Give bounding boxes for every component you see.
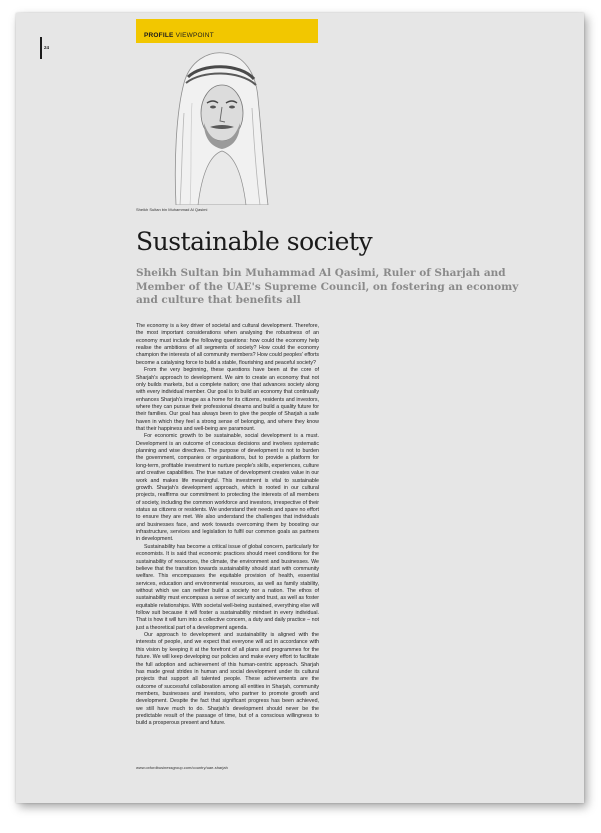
footer-url-link[interactable]: www.oxfordbusinessgroup.com/country/uae-sharjah — [136, 765, 228, 770]
portrait-drawing — [136, 43, 288, 205]
article-body — [136, 323, 516, 761]
body-paragraph: From the very beginning, these questions have been at the core of Sharjah's approach to development. We aim to create an economy that not only builds markets, but a complete nation; one that advances society along with every individual member. Our goal is to build an economy that continually enhances Sharjah's image as a home for its citizens, residents and investors, where they can pursue their professional dreams and build a quality future for their families. Our goal has always been to give the people of Sharjah a safe haven in which they feel a strong sense of belonging, and where they know that their happiness and well-being are paramount. — [136, 367, 319, 433]
article-title: Sustainable society — [136, 227, 373, 256]
section-label-secondary: VIEWPOINT — [175, 32, 214, 39]
section-label-primary: PROFILE — [144, 32, 174, 39]
body-paragraph: The economy is a key driver of societal and cultural development. Therefore, the most important considerations when analysing the robustness of an economy must include the following questions: how could the economy help realise the ambitions of all segments of society? How could the economy champion the interests of all community members? How could peoples' efforts become a catalysing force to build a stable, flourishing and peaceful society? — [136, 323, 319, 366]
portrait-illustration — [136, 43, 288, 205]
body-paragraph: For economic growth to be sustainable, social development is a must. Development is an outcome of conscious decisions and involves systematic planning and wise directives. The purpose of development is not to burden the government, companies or organisations, but to provide a platform for long-term, profitable investment to nurture people's skills, experiences, culture and creative capabilities. The true nature of development creates value in our work and makes life meaningful. This investment is vital to sustainable growth. Sharjah's development approach, which is rooted in our cultural projects, reaffirms our commitment to protecting the interests of all members of society, including the common workforce and investors, irrespective of their status as citizens or residents. We understand their needs and spare no effort to ensure they are met. We also understand the challenges that individuals and businesses face, and work towards overcoming them by boosting our infrastructure, services and legislation to fulfil our common goals as partners in development. — [136, 433, 319, 543]
magazine-page — [16, 13, 584, 803]
page-number: 24 — [40, 37, 49, 59]
body-paragraph: Sustainability has become a critical issue of global concern, particularly for economists. It is said that economic practices should meet conditions for the sustainability of resources, the climate, the environment and businesses. We believe that the transition towards sustainability should start with community welfare. This encompasses the equitable provision of health, essential services, education and environmental resources, as well as family stability, without which we can neither build a society nor a nation. The ethos of sustainability must encompass a sense of security and trust, as well as foster equitable relationships. With societal well-being sustained, everything else will follow suit because it will foster a sustainability mindset in every individual. That is how it will turn into a collective concern, a duty and daily practice – not just a theoretical part of a development agenda. — [136, 543, 319, 631]
section-label — [144, 32, 214, 39]
article-standfirst: Sheikh Sultan bin Muhammad Al Qasimi, Ruler of Sharjah and Member of the UAE's Supreme Council, on fostering an economy and culture that benefits all — [136, 267, 519, 306]
photo-caption: Sheikh Sultan bin Muhammad Al Qasimi — [136, 207, 208, 212]
body-paragraph: Our approach to development and sustainability is aligned with the interests of people, and we expect that everyone will act in accordance with this vision by keeping it at the forefront of all plans and programmes for the future. We will keep developing our policies and make every effort to facilitate the full adoption and achievement of this human-centric approach. Sharjah has made great strides in human and social development under its cultural projects that support all talented people. These achievements are the outcome of successful collaboration among all entities in Sharjah, community members, businesses and investors, who partner to promote growth and development. Despite the fact that significant progress has been achieved, we still have much to do. Sharjah's development should never be the predictable result of the passage of time, but of a conscious willingness to build a prosperous present and future. — [136, 632, 319, 727]
section-header-bar — [136, 19, 318, 43]
